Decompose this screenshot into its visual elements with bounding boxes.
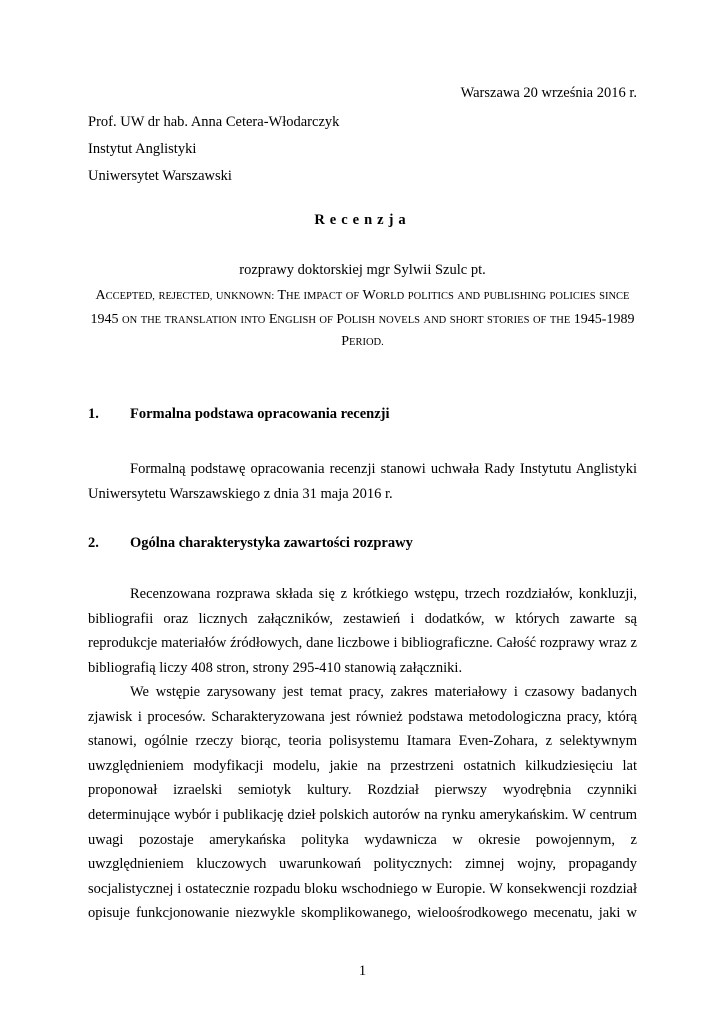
section-1-title: Formalna podstawa opracowania recenzji — [130, 406, 390, 422]
thesis-title-line-2 — [88, 309, 637, 332]
paragraph-line: stanowi, ogólnie rzeczy biorąc, teoria polisystemu Itamara Even-Zohara, z selektywnym — [88, 733, 637, 750]
section-1-number: 1. — [88, 406, 99, 422]
section-2-number: 2. — [88, 535, 99, 551]
paragraph-line: uwzględnieniem kluczowych uwarunkowań politycznych: zimnej wojny, propagandy — [88, 856, 637, 873]
thesis-title-text-1: ACCEPTED, REJECTED, UNKNOWN: THE IMPACT OF WORLD POLITICS AND PUBLISHING POLICIES SINCE — [95, 288, 630, 303]
paragraph-line: Formalną podstawę opracowania recenzji stanowi uchwała Rady Instytutu Anglistyki — [130, 461, 637, 477]
document-subtitle: rozprawy doktorskiej mgr Sylwii Szulc pt. — [239, 262, 486, 278]
page-number: 1 — [358, 963, 367, 979]
paragraph-line: uwzględnieniem modyfikacji modelu, jakie na przestrzeni ostatnich kilkudziesięciu lat — [88, 757, 637, 774]
section-2-heading — [88, 535, 413, 552]
thesis-title-text-3: PERIOD. — [341, 334, 384, 349]
document-title: Recenzja — [314, 212, 411, 228]
letter-date: Warszawa 20 września 2016 r. — [460, 85, 637, 101]
section-2-paragraph-1 — [88, 582, 637, 680]
paragraph-line: Recenzowana rozprawa składa się z krótkiego wstępu, trzech rozdziałów, konkluzji, — [130, 586, 637, 602]
paragraph-line: uwagi pozostaje amerykańska polityka wydawnicza w okresie powojennym, z — [88, 831, 637, 848]
thesis-title-line-3 — [88, 331, 637, 354]
thesis-title-line-1 — [88, 285, 637, 308]
paragraph-line: opisuje funkcjonowanie niezwykle skomplikowanego, wieloośrodkowego mecenatu, jaki w — [88, 905, 637, 922]
paragraph-line: zjawisk i procesów. Scharakteryzowana jest również podstawa metodologiczna pracy, którą — [88, 708, 637, 725]
section-2-paragraph-2 — [88, 680, 637, 926]
paragraph-line: proponował izraelski semiotyk kultury. Rozdział pierwszy wyodrębnia czynniki — [88, 782, 637, 799]
paragraph-line: bibliografii oraz licznych załączników, zestawień i dodatków, w których zawarte są — [88, 610, 637, 627]
paragraph-line: We wstępie zarysowany jest temat pracy, zakres materiałowy i czasowy badanych — [130, 684, 637, 700]
paragraph-line: bibliografią liczy 408 stron, strony 295-410 stanowią załączniki. — [88, 659, 463, 676]
paragraph-line: socjalistycznej i ostatecznie rozpadu bloku wschodniego w Europie. W konsekwencji rozdział — [88, 880, 637, 897]
section-1-paragraph — [88, 457, 637, 506]
reviewer-institute: Instytut Anglistyki — [88, 141, 197, 157]
thesis-title-text-2: 1945 ON THE TRANSLATION INTO ENGLISH OF POLISH NOVELS AND SHORT STORIES OF THE 1945-1989 — [90, 312, 635, 327]
paragraph-line: Uniwersytetu Warszawskiego z dnia 31 maja 2016 r. — [88, 485, 393, 502]
reviewer-university: Uniwersytet Warszawski — [88, 168, 232, 184]
paragraph-line: determinujące wybór i publikację dzieł polskich autorów na rynku amerykańskim. W centrum — [88, 806, 637, 823]
section-2-title: Ogólna charakterystyka zawartości rozprawy — [130, 535, 413, 551]
reviewer-name: Prof. UW dr hab. Anna Cetera-Włodarczyk — [88, 114, 340, 130]
paragraph-line: reprodukcje materiałów źródłowych, dane liczbowe i bibliograficzne. Całość rozprawy wraz z — [88, 635, 637, 652]
section-1-heading — [88, 406, 390, 423]
